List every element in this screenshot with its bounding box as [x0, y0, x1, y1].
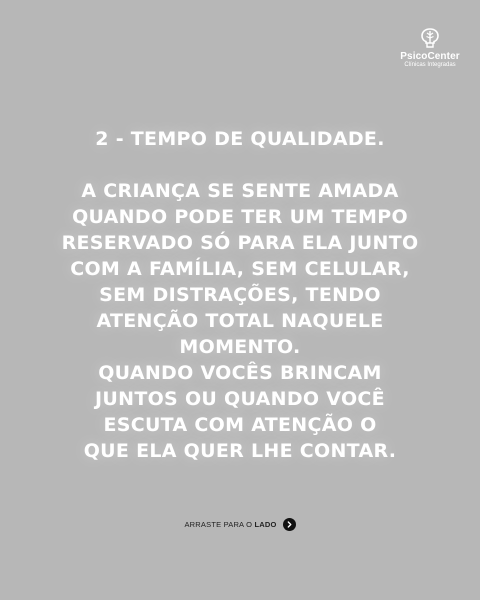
brand-tagline: Clínicas Integradas	[404, 62, 456, 68]
body-line: RESERVADO SÓ PARA ELA JUNTO	[61, 232, 419, 254]
brain-tree-icon	[419, 26, 441, 50]
body-line: SEM DISTRAÇÕES, TENDO	[99, 284, 381, 306]
body-line: JUNTOS OU QUANDO VOCÊ	[95, 388, 385, 410]
post-heading: 2 - TEMPO DE QUALIDADE.	[95, 128, 385, 150]
swipe-hint-emphasis: LADO	[254, 520, 277, 529]
chevron-right-icon	[286, 521, 293, 528]
body-line: ESCUTA COM ATENÇÃO O	[103, 414, 377, 436]
post-content	[20, 126, 460, 464]
body-line: MOMENTO.	[179, 336, 301, 358]
body-line: QUE ELA QUER LHE CONTAR.	[83, 440, 397, 462]
swipe-hint[interactable]	[0, 518, 480, 531]
body-line: ATENÇÃO TOTAL NAQUELE	[96, 310, 384, 332]
swipe-hint-prefix: ARRASTE PARA O	[184, 520, 255, 529]
body-line: QUANDO PODE TER UM TEMPO	[72, 206, 408, 228]
heading-spacer	[20, 152, 460, 178]
swipe-hint-text	[184, 520, 276, 529]
body-line: COM A FAMÍLIA, SEM CELULAR,	[70, 258, 410, 280]
body-line: A CRIANÇA SE SENTE AMADA	[81, 180, 399, 202]
body-line: QUANDO VOCÊS BRINCAM	[98, 362, 382, 384]
brand-logo	[394, 26, 466, 69]
brand-name: PsicoCenter	[400, 51, 460, 62]
next-slide-button[interactable]	[283, 518, 296, 531]
